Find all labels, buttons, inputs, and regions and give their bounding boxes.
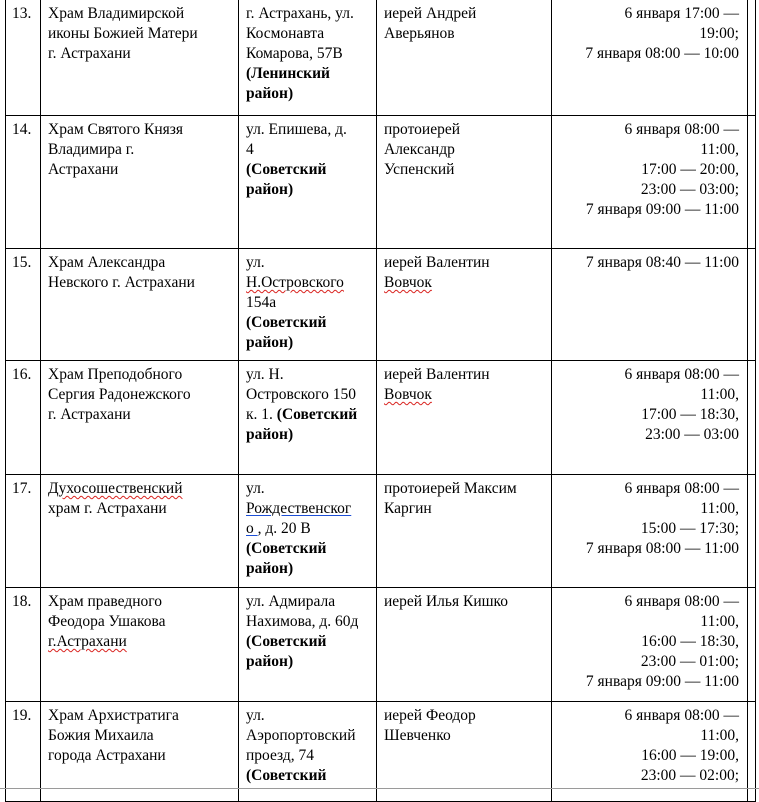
service-schedule-cell: 6 января 08:00 — 11:00, 15:00 — 17:30; 7 января 08:00 — 11:00 xyxy=(552,475,748,588)
empty-cell xyxy=(748,588,756,702)
district-label: (Советский xyxy=(276,406,358,423)
address-cell: ул. Адмирала Нахимова, д. 60д (Советский район) xyxy=(239,588,377,702)
service-schedule-cell: 6 января 08:00 — 11:00, 16:00 — 18:30, 23:00 — 01:00; 7 января 09:00 — 11:00 xyxy=(552,588,748,702)
address-cell: ул. Н.Островского 154а (Советский район) xyxy=(239,249,377,361)
address-cell: г. Астрахань, ул. Космонавта Комарова, 57В (Ленинский район) xyxy=(239,0,377,116)
priest-cell: иерей Валентин Вовчок xyxy=(377,361,552,475)
page-bottom-divider xyxy=(0,788,759,789)
address-cell: ул. Н. Островского 150 к. 1. (Советский район) xyxy=(239,361,377,475)
priest-cell: иерей Феодор Шевченко xyxy=(377,702,552,802)
empty-cell xyxy=(748,249,756,361)
row-number: 18. xyxy=(6,588,41,702)
service-schedule-cell: 6 января 08:00 — 11:00, 17:00 — 18:30, 23:00 — 03:00 xyxy=(552,361,748,475)
priest-cell: иерей Андрей Аверьянов xyxy=(377,0,552,116)
row-number: 17. xyxy=(6,475,41,588)
district-label: (Ленинский xyxy=(246,65,330,82)
address-cell: ул. Рождественског о , д. 20 В (Советский район) xyxy=(239,475,377,588)
district-label: (Советский xyxy=(246,767,327,784)
table-row xyxy=(6,249,756,361)
spellcheck-underlined-text: Вовчок xyxy=(384,386,432,403)
church-name-cell: Храм Архистратига Божия Михаила города Астрахани xyxy=(41,702,239,802)
table-row xyxy=(6,361,756,475)
underlined-text: Рождественског xyxy=(246,500,352,517)
row-number: 16. xyxy=(6,361,41,475)
underlined-text: о xyxy=(246,520,258,537)
church-name-cell: Храм Владимирской иконы Божией Матери г. Астрахани xyxy=(41,0,239,116)
spellcheck-underlined-text: Н.Островского xyxy=(246,274,344,291)
district-label: (Советский xyxy=(246,633,327,650)
empty-cell xyxy=(748,0,756,116)
empty-cell xyxy=(748,475,756,588)
row-number: 15. xyxy=(6,249,41,361)
service-schedule-cell: 6 января 08:00 — 11:00, 16:00 — 19:00, 23:00 — 02:00; xyxy=(552,702,748,802)
spellcheck-underlined-text: г.Астрахани xyxy=(48,633,127,650)
address-cell: ул. Аэропортовский проезд, 74 (Советский xyxy=(239,702,377,802)
district-label: (Советский xyxy=(246,161,327,178)
row-number: 19. xyxy=(6,702,41,802)
spellcheck-underlined-text: Вовчок xyxy=(384,274,432,291)
service-schedule-cell: 7 января 08:40 — 11:00 xyxy=(552,249,748,361)
address-cell: ул. Епишева, д. 4 (Советский район) xyxy=(239,116,377,249)
table-row xyxy=(6,475,756,588)
empty-cell xyxy=(748,116,756,249)
priest-cell: протоиерей Максим Каргин xyxy=(377,475,552,588)
table-row xyxy=(6,702,756,802)
priest-cell: протоиерей Александр Успенский xyxy=(377,116,552,249)
priest-cell: иерей Илья Кишко xyxy=(377,588,552,702)
church-name-cell: Храм Александра Невского г. Астрахани xyxy=(41,249,239,361)
empty-cell xyxy=(748,702,756,802)
church-name-cell: Храм праведного Феодора Ушакова г.Астрахани xyxy=(41,588,239,702)
row-number: 13. xyxy=(6,0,41,116)
service-schedule-cell: 6 января 17:00 — 19:00; 7 января 08:00 — 10:00 xyxy=(552,0,748,116)
priest-cell: иерей Валентин Вовчок xyxy=(377,249,552,361)
spellcheck-underlined-text: Духосошественский xyxy=(48,480,183,497)
table-row xyxy=(6,0,756,116)
table-row xyxy=(6,588,756,702)
church-name-cell: Храм Святого Князя Владимира г. Астрахани xyxy=(41,116,239,249)
service-schedule-cell: 6 января 08:00 — 11:00, 17:00 — 20:00, 23:00 — 03:00; 7 января 09:00 — 11:00 xyxy=(552,116,748,249)
church-name-cell: Духосошественский храм г. Астрахани xyxy=(41,475,239,588)
table-row xyxy=(6,116,756,249)
row-number: 14. xyxy=(6,116,41,249)
church-name-cell: Храм Преподобного Сергия Радонежского г. Астрахани xyxy=(41,361,239,475)
schedule-table xyxy=(5,0,756,802)
district-label: (Советский xyxy=(246,540,327,557)
empty-cell xyxy=(748,361,756,475)
district-label: (Советский xyxy=(246,314,327,331)
